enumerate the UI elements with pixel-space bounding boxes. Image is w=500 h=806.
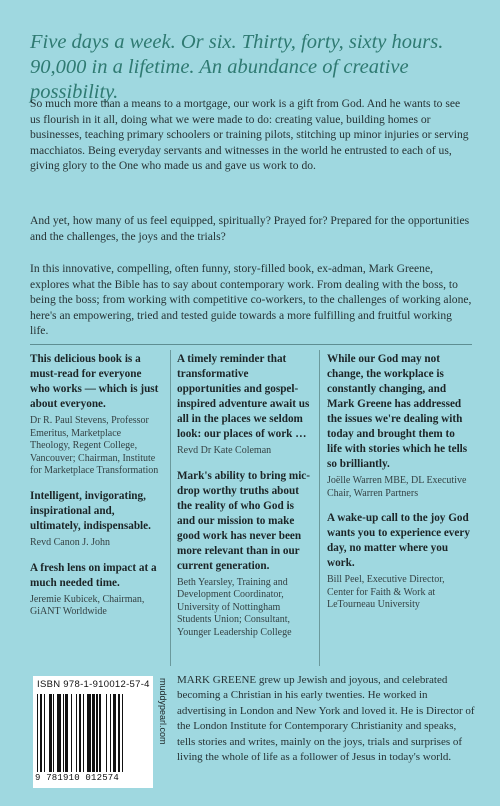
endorsement-quote: A fresh lens on impact at a much needed time. <box>30 561 157 589</box>
barcode-bar <box>37 694 38 772</box>
barcode-bar <box>79 694 81 772</box>
publisher-url <box>156 678 170 788</box>
endorsement-quote: Intelligent, invigorating, inspirational and, ultimately, indispensable. <box>30 489 151 532</box>
endorsement-attribution: Beth Yearsley, Training and Development Coordinator, University of Nottingham Students Union; Consultant, Younger Leadership College <box>177 576 292 638</box>
barcode-bar <box>99 694 101 772</box>
endorsement-attribution: Dr R. Paul Stevens, Professor Emeritus, Marketplace Theology, Regent College, Vancouver; Chairman, Institute for Marketplace Transformation <box>30 415 159 477</box>
barcode-bar <box>53 694 54 772</box>
endorsement-attribution: Bill Peel, Executive Director, Center for Faith & Work at LeTourneau University <box>327 574 445 611</box>
barcode-bar <box>40 694 42 772</box>
column-divider-2 <box>319 350 320 666</box>
endorsement-column-3 <box>327 352 472 623</box>
endorsement-quote: This delicious book is a must-read for everyone who works — which is just about everyone. <box>30 353 159 410</box>
barcode-bar <box>96 694 97 772</box>
barcode-bar <box>118 694 120 772</box>
endorsement-quote: A wake-up call to the joy God wants you to experience every day, no matter where you work. <box>327 512 470 570</box>
barcode-bar <box>83 694 84 772</box>
barcode-bar <box>65 694 67 772</box>
endorsement-attribution: Joëlle Warren MBE, DL Executive Chair, Warren Partners <box>327 475 467 499</box>
barcode-bar <box>110 694 111 772</box>
endorsement-quote: A timely reminder that transformative opportunities and gospel-inspired adventure await us all in the places we seldom look: our places of work … <box>177 353 310 440</box>
blurb-paragraph-2: And yet, how many of us feel equipped, spiritually? Prayed for? Prepared for the opportunities and the challenges, the joys and the trials? <box>30 214 470 243</box>
section-divider <box>30 344 472 345</box>
endorsement-column-1 <box>30 352 162 630</box>
barcode-bar <box>92 694 94 772</box>
publisher-url-text: muddypearl.com <box>158 678 168 745</box>
column-divider-1 <box>170 350 171 666</box>
barcode-bar <box>113 694 117 772</box>
barcode-digits: 9 781910 012574 <box>35 773 120 783</box>
barcode-bar <box>122 694 123 772</box>
blurb-paragraph-3: In this innovative, compelling, often funny, story-filled book, ex-adman, Mark Greene, explores what the Bible has to say about contemporary work. From dealing with the boss, to being the boss; from working with competitive co-workers, to the challenges of working alone, here's an empowering, tried and tested guide towards a more fulfilling and fruitful working life. <box>30 262 472 338</box>
endorsement-attribution: Revd Dr Kate Coleman <box>177 445 272 456</box>
endorsement-column-2 <box>177 352 310 651</box>
author-bio: MARK GREENE grew up Jewish and joyous, and celebrated becoming a Christian in his early twenties. He worked in advertising in London and New York and loved it. He is Director of the London Institute for Contemporary Christianity and speaks, tells stories and writes, mainly on the joys, trials and surprises of living the whole of life as a follower of Jesus in today's world. <box>177 674 475 764</box>
headline: Five days a week. Or six. Thirty, forty, sixty hours. 90,000 in a lifetime. An abundance of creative possibility. <box>30 31 444 103</box>
isbn-label: ISBN 978-1-910012-57-4 <box>37 679 150 690</box>
barcode-bar <box>63 694 64 772</box>
barcode-bar <box>87 694 91 772</box>
barcode-bar <box>57 694 61 772</box>
endorsement-quote: While our God may not change, the workplace is constantly changing, and Mark Greene has addressed the issues we're dealing with today and brought them to life with stories which he tells so brilliantly. <box>327 353 468 470</box>
barcode-bars <box>37 694 149 772</box>
endorsement-attribution: Revd Canon J. John <box>30 536 110 548</box>
barcode-bar <box>76 694 77 772</box>
endorsement-attribution: Jeremie Kubicek, Chairman, GiANT Worldwide <box>30 593 145 618</box>
barcode-bar <box>71 694 72 772</box>
barcode-bar <box>106 694 107 772</box>
blurb-paragraph-1: So much more than a means to a mortgage, our work is a gift from God. And he wants to see us flourish in it all, doing what we were made to do: creating value, building homes or businesses, teaching primary schoolers or training pilots, stitching up minor injuries or serving macchiatos. Being everyday servants and witnesses in the world he entrusted to each of us, giving glory to the One who made us and gave us work to do. <box>30 97 469 173</box>
endorsement-quote: Mark's ability to bring mic-drop worthy truths about the reality of who God is and our mission to make good work has never been more relevant than in our current generation. <box>177 469 310 572</box>
barcode <box>33 676 153 788</box>
barcode-bar <box>44 694 45 772</box>
barcode-bar <box>49 694 51 772</box>
